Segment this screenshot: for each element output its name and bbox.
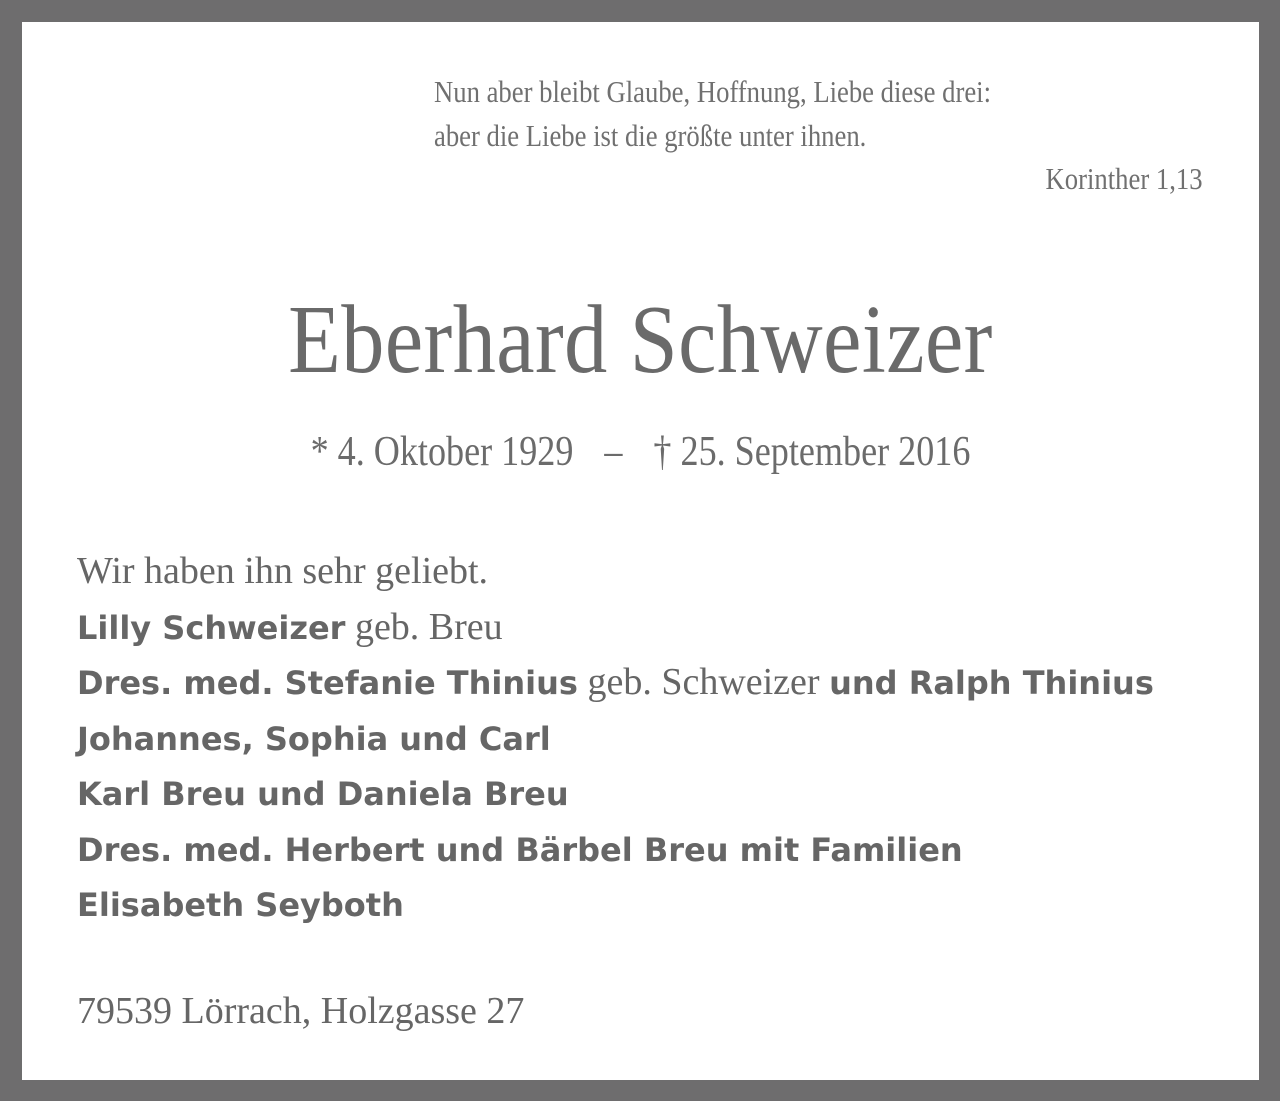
mourner-line	[77, 655, 1154, 711]
obituary-card	[22, 22, 1259, 1080]
mourners-list	[77, 544, 1154, 933]
mourner-name: Lilly Schweizer	[77, 608, 346, 647]
birth-date: * 4. Oktober 1929	[310, 429, 574, 475]
mourner-name: Elisabeth Seyboth	[77, 886, 404, 924]
mourner-name: und Ralph Thinius	[829, 664, 1154, 702]
mourner-name: Dres. med. Herbert und Bärbel Breu mit Familien	[77, 830, 963, 869]
quote-line-2: aber die Liebe ist die größte unter ihnen.	[434, 118, 867, 153]
mourner-name: Dres. med. Stefanie Thinius	[77, 664, 578, 702]
mourner-name: Karl Breu und Daniela Breu	[77, 775, 569, 813]
deceased-name: Eberhard Schweizer	[288, 286, 993, 394]
mourner-line	[77, 600, 1154, 656]
mourner-note: geb. Breu	[345, 605, 503, 648]
date-separator: –	[604, 429, 623, 475]
mourner-line	[77, 822, 1154, 878]
mourner-line	[77, 711, 1154, 767]
mourner-note: geb. Schweizer	[577, 661, 830, 703]
mourner-line	[77, 766, 1154, 822]
address: 79539 Lörrach, Holzgasse 27	[77, 990, 525, 1032]
bible-quote	[434, 70, 991, 158]
life-dates	[109, 424, 1173, 480]
quote-line-1: Nun aber bleibt Glaube, Hoffnung, Liebe diese drei:	[434, 74, 991, 109]
death-date: † 25. September 2016	[653, 429, 971, 475]
mourner-line	[77, 877, 1154, 933]
quote-source: Korinther 1,13	[1046, 161, 1203, 196]
mourner-name: Johannes, Sophia und Carl	[77, 719, 551, 758]
mourners-intro: Wir haben ihn sehr geliebt.	[77, 550, 489, 592]
